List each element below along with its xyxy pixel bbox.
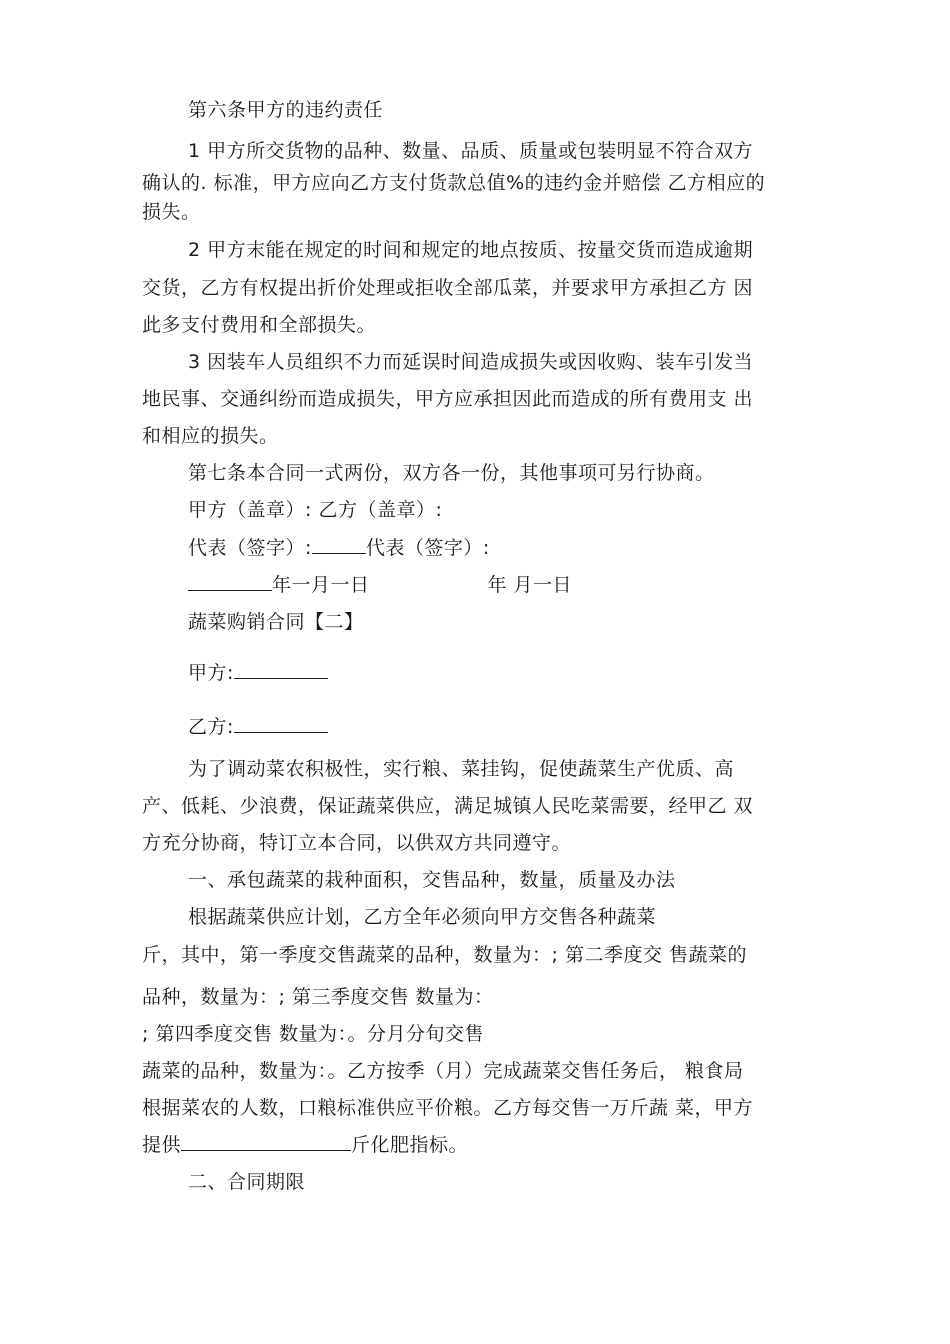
party-b-blank [234,714,328,733]
date-a: 年一月一日 [272,574,370,596]
rep-a-label: 代表（签字）: [188,537,312,559]
article-7: 第七条本合同一式两份，双方各一份，其他事项可另行协商。 [188,462,715,484]
paragraph-line: 根据菜农的人数，口粮标准供应平价粮。乙方每交售一万斤蔬 菜，甲方 [142,1097,754,1119]
fertilizer-line [142,1132,468,1158]
date-b: 年 月一日 [487,574,573,596]
paragraph-line: ; 第四季度交售 数量为：。分月分旬交售 [142,1023,484,1045]
paragraph-line: 蔬菜的品种，数量为：。乙方按季（月）完成蔬菜交售任务后， 粮食局 [142,1060,744,1082]
fertilizer-suffix: 斤化肥指标。 [351,1134,469,1156]
paragraph-line: 交货，乙方有权提出折价处理或拒收全部瓜菜，并要求甲方承担乙方 因 [142,277,754,299]
paragraph-line: 此多支付费用和全部损失。 [142,314,377,336]
signature-representatives [188,535,490,561]
paragraph-line: 斤，其中，第一季度交售蔬菜的品种，数量为：; 第二季度交 售蔬菜的 [142,944,747,966]
paragraph-line: 2 甲方末能在规定的时间和规定的地点按质、按量交货而造成逾期 [188,239,754,261]
date-line [188,572,572,598]
paragraph-line: 地民事、交通纠纷而造成损失，甲方应承担因此而造成的所有费用支 出 [142,388,754,410]
section-2-heading: 二、合同期限 [188,1171,306,1193]
paragraph-line: 品种，数量为：; 第三季度交售 数量为： [142,986,494,1008]
paragraph-line: 根据蔬菜供应计划，乙方全年必须向甲方交售各种蔬菜 [188,906,657,928]
paragraph-line: 1 甲方所交货物的品种、数量、品质、质量或包装明显不符合双方 [188,140,754,162]
rep-signature-blank [312,535,366,554]
paragraph-line: 和相应的损失。 [142,425,279,447]
paragraph-line: 损失。 [142,201,201,223]
article-6-title: 第六条甲方的违约责任 [188,99,384,121]
party-a-line [188,660,328,686]
paragraph-line: 方充分协商，特订立本合同，以供双方共同遵守。 [142,832,572,854]
contract-2-title: 蔬菜购销合同【二】 [188,611,364,633]
rep-b-label: 代表（签字）: [365,537,490,559]
year-blank [188,572,272,591]
signature-parties: 甲方（盖章）: 乙方（盖章）: [188,499,443,521]
party-a-label: 甲方: [188,662,234,684]
party-a-blank [234,660,328,679]
section-1-heading: 一、承包蔬菜的栽种面积，交售品种，数量，质量及办法 [188,869,676,891]
paragraph-line: 3 因装车人员组织不力而延误时间造成损失或因收购、装车引发当 [188,351,754,373]
paragraph-line: 确认的. 标准，甲方应向乙方支付货款总值%的违约金并赔偿 乙方相应的 [142,172,766,194]
party-b-label: 乙方: [188,716,234,738]
fertilizer-blank [181,1132,351,1151]
party-b-line [188,714,328,740]
paragraph-line: 产、低耗、少浪费，保证蔬菜供应，满足城镇人民吃菜需要，经甲乙 双 [142,795,754,817]
paragraph-line: 为了调动菜农积极性，实行粮、菜挂钩，促使蔬菜生产优质、高 [188,758,735,780]
fertilizer-prefix: 提供 [142,1134,182,1156]
